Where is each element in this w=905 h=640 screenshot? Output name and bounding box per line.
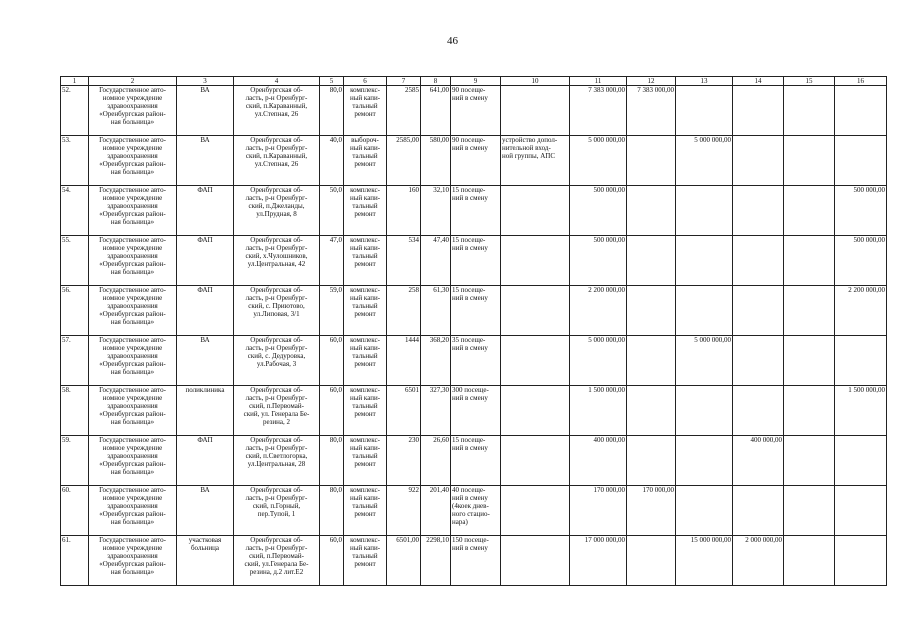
col10-cell xyxy=(501,486,570,536)
col15-amount-cell xyxy=(784,336,835,386)
work-type-cell: комплекс- ный капи- тальный ремонт xyxy=(344,286,387,336)
total-amount-cell: 5 000 000,00 xyxy=(570,336,627,386)
col16-amount-cell: 2 200 000,00 xyxy=(835,286,887,336)
col16-amount-cell: 1 500 000,00 xyxy=(835,386,887,436)
col12-amount-cell xyxy=(627,536,676,586)
col10-cell xyxy=(501,86,570,136)
table-row xyxy=(61,486,887,536)
organization-cell: Государственное авто- номное учреждение здравоохранения «Оренбургская район- ная больница» xyxy=(89,286,177,336)
col12-amount-cell xyxy=(627,186,676,236)
organization-cell: Государственное авто- номное учреждение здравоохранения «Оренбургская район- ная больница» xyxy=(89,86,177,136)
col7-cell: 2585 xyxy=(387,86,421,136)
col15-amount-cell xyxy=(784,536,835,586)
facility-type-cell: поликлиника xyxy=(177,386,234,436)
capacity-cell: 15 посеще- ний в смену xyxy=(451,236,501,286)
total-amount-cell: 5 000 000,00 xyxy=(570,136,627,186)
col15-amount-cell xyxy=(784,186,835,236)
facility-type-cell: ВА xyxy=(177,86,234,136)
col12-amount-cell xyxy=(627,286,676,336)
work-type-cell: комплекс- ный капи- тальный ремонт xyxy=(344,86,387,136)
table-row xyxy=(61,436,887,486)
organization-cell: Государственное авто- номное учреждение здравоохранения «Оренбургская район- ная больница» xyxy=(89,436,177,486)
col14-amount-cell xyxy=(733,386,784,436)
organization-cell: Государственное авто- номное учреждение здравоохранения «Оренбургская район- ная больница» xyxy=(89,486,177,536)
column-number-row xyxy=(61,77,887,86)
capacity-cell: 150 посеще- ний в смену xyxy=(451,536,501,586)
col15-amount-cell xyxy=(784,136,835,186)
col7-cell: 534 xyxy=(387,236,421,286)
capacity-cell: 15 посеще- ний в смену xyxy=(451,186,501,236)
col7-cell: 258 xyxy=(387,286,421,336)
work-type-cell: комплекс- ный капи- тальный ремонт xyxy=(344,236,387,286)
col8-cell: 26,60 xyxy=(421,436,451,486)
column-number-12: 12 xyxy=(627,77,676,86)
total-amount-cell: 7 383 000,00 xyxy=(570,86,627,136)
facility-type-cell: ФАП xyxy=(177,436,234,486)
address-cell: Оренбургская об- ласть, р-н Оренбург- ский, п.Светлогорка, ул.Центральная, 28 xyxy=(234,436,320,486)
col7-cell: 230 xyxy=(387,436,421,486)
column-number-15: 15 xyxy=(784,77,835,86)
column-number-7: 7 xyxy=(387,77,421,86)
col8-cell: 47,40 xyxy=(421,236,451,286)
capacity-cell: 90 посеще- ний в смену xyxy=(451,136,501,186)
table-row xyxy=(61,236,887,286)
col16-amount-cell xyxy=(835,436,887,486)
col8-cell: 2298,10 xyxy=(421,536,451,586)
col14-amount-cell: 2 000 000,00 xyxy=(733,536,784,586)
row-number: 58. xyxy=(61,386,89,436)
col8-cell: 201,40 xyxy=(421,486,451,536)
col10-cell xyxy=(501,386,570,436)
organization-cell: Государственное авто- номное учреждение здравоохранения «Оренбургская район- ная больница» xyxy=(89,236,177,286)
col7-cell: 2585,00 xyxy=(387,136,421,186)
col13-amount-cell xyxy=(676,86,733,136)
col15-amount-cell xyxy=(784,486,835,536)
address-cell: Оренбургская об- ласть, р-н Оренбург- ский, п.Джеланды, ул.Прудная, 8 xyxy=(234,186,320,236)
col13-amount-cell xyxy=(676,186,733,236)
table-row xyxy=(61,286,887,336)
capacity-cell: 35 посеще- ний в смену xyxy=(451,336,501,386)
col14-amount-cell: 400 000,00 xyxy=(733,436,784,486)
row-number: 59. xyxy=(61,436,89,486)
organization-cell: Государственное авто- номное учреждение здравоохранения «Оренбургская район- ная больница» xyxy=(89,536,177,586)
row-number: 57. xyxy=(61,336,89,386)
facility-type-cell: ВА xyxy=(177,136,234,186)
col12-amount-cell xyxy=(627,236,676,286)
address-cell: Оренбургская об- ласть, р-н Оренбург- ский, х.Чулошников, ул.Центральная, 42 xyxy=(234,236,320,286)
col14-amount-cell xyxy=(733,336,784,386)
work-type-cell: комплекс- ный капи- тальный ремонт xyxy=(344,386,387,436)
col8-cell: 61,30 xyxy=(421,286,451,336)
col16-amount-cell: 500 000,00 xyxy=(835,186,887,236)
col8-cell: 327,30 xyxy=(421,386,451,436)
col13-amount-cell xyxy=(676,436,733,486)
col5-cell: 80,0 xyxy=(320,436,344,486)
table-row xyxy=(61,136,887,186)
col5-cell: 60,0 xyxy=(320,386,344,436)
col7-cell: 6501 xyxy=(387,386,421,436)
col16-amount-cell xyxy=(835,136,887,186)
col13-amount-cell xyxy=(676,486,733,536)
column-number-3: 3 xyxy=(177,77,234,86)
organization-cell: Государственное авто- номное учреждение здравоохранения «Оренбургская район- ная больница» xyxy=(89,186,177,236)
work-type-cell: комплекс- ный капи- тальный ремонт xyxy=(344,186,387,236)
col5-cell: 60,0 xyxy=(320,536,344,586)
work-type-cell: комплекс- ный капи- тальный ремонт xyxy=(344,486,387,536)
col5-cell: 40,0 xyxy=(320,136,344,186)
col16-amount-cell xyxy=(835,536,887,586)
col14-amount-cell xyxy=(733,186,784,236)
column-number-13: 13 xyxy=(676,77,733,86)
work-type-cell: комплекс- ный капи- тальный ремонт xyxy=(344,436,387,486)
table-row xyxy=(61,336,887,386)
col10-cell xyxy=(501,236,570,286)
col5-cell: 47,0 xyxy=(320,236,344,286)
col10-cell xyxy=(501,436,570,486)
col13-amount-cell: 5 000 000,00 xyxy=(676,136,733,186)
col14-amount-cell xyxy=(733,136,784,186)
column-number-10: 10 xyxy=(501,77,570,86)
col10-cell xyxy=(501,286,570,336)
address-cell: Оренбургская об- ласть, р-н Оренбург- ский, п.Караванный, ул.Степная, 26 xyxy=(234,86,320,136)
col8-cell: 32,10 xyxy=(421,186,451,236)
table-row xyxy=(61,86,887,136)
facility-type-cell: ВА xyxy=(177,486,234,536)
col5-cell: 59,0 xyxy=(320,286,344,336)
facility-type-cell: ФАП xyxy=(177,236,234,286)
col5-cell: 80,0 xyxy=(320,486,344,536)
col15-amount-cell xyxy=(784,86,835,136)
address-cell: Оренбургская об- ласть, р-н Оренбург- ский, с. Дедуровка, ул.Рабочая, 3 xyxy=(234,336,320,386)
col14-amount-cell xyxy=(733,86,784,136)
work-type-cell: комплекс- ный капи- тальный ремонт xyxy=(344,336,387,386)
col16-amount-cell: 500 000,00 xyxy=(835,236,887,286)
col7-cell: 922 xyxy=(387,486,421,536)
capacity-cell: 40 посеще- ний в смену (4коек днев- ного стацио- нара) xyxy=(451,486,501,536)
total-amount-cell: 1 500 000,00 xyxy=(570,386,627,436)
page-number: 46 xyxy=(447,35,458,47)
address-cell: Оренбургская об- ласть, р-н Оренбург- ский, п.Горный, пер.Тупой, 1 xyxy=(234,486,320,536)
col8-cell: 368,20 xyxy=(421,336,451,386)
total-amount-cell: 500 000,00 xyxy=(570,186,627,236)
col12-amount-cell xyxy=(627,136,676,186)
col16-amount-cell xyxy=(835,86,887,136)
organization-cell: Государственное авто- номное учреждение здравоохранения «Оренбургская район- ная больница» xyxy=(89,136,177,186)
total-amount-cell: 17 000 000,00 xyxy=(570,536,627,586)
column-number-4: 4 xyxy=(234,77,320,86)
row-number: 60. xyxy=(61,486,89,536)
col8-cell: 580,00 xyxy=(421,136,451,186)
total-amount-cell: 500 000,00 xyxy=(570,236,627,286)
col14-amount-cell xyxy=(733,236,784,286)
col14-amount-cell xyxy=(733,286,784,336)
address-cell: Оренбургская об- ласть, р-н Оренбург- ский, п.Первомай- ский, ул. Генерала Бе- резина, 2 xyxy=(234,386,320,436)
col10-cell xyxy=(501,536,570,586)
row-number: 54. xyxy=(61,186,89,236)
column-number-14: 14 xyxy=(733,77,784,86)
col5-cell: 80,0 xyxy=(320,86,344,136)
address-cell: Оренбургская об- ласть, р-н Оренбург- ский, п.Караванный, ул.Степная, 26 xyxy=(234,136,320,186)
facility-type-cell: ФАП xyxy=(177,286,234,336)
capacity-cell: 300 посеще- ний в смену xyxy=(451,386,501,436)
capital-repair-table xyxy=(60,76,887,586)
col14-amount-cell xyxy=(733,486,784,536)
col12-amount-cell: 170 000,00 xyxy=(627,486,676,536)
address-cell: Оренбургская об- ласть, р-н Оренбург- ский, п.Первомай- ский, ул.Генерала Бе- резина, д.2 лит.Е2 xyxy=(234,536,320,586)
table-row xyxy=(61,536,887,586)
column-number-5: 5 xyxy=(320,77,344,86)
row-number: 52. xyxy=(61,86,89,136)
total-amount-cell: 2 200 000,00 xyxy=(570,286,627,336)
capacity-cell: 15 посеще- ний в смену xyxy=(451,286,501,336)
column-number-8: 8 xyxy=(421,77,451,86)
total-amount-cell: 170 000,00 xyxy=(570,486,627,536)
capacity-cell: 90 посеще- ний в смену xyxy=(451,86,501,136)
column-number-2: 2 xyxy=(89,77,177,86)
work-type-cell: выбороч- ный капи- тальный ремонт xyxy=(344,136,387,186)
col10-cell xyxy=(501,336,570,386)
column-number-1: 1 xyxy=(61,77,89,86)
col12-amount-cell: 7 383 000,00 xyxy=(627,86,676,136)
col16-amount-cell xyxy=(835,486,887,536)
work-type-cell: комплекс- ный капи- тальный ремонт xyxy=(344,536,387,586)
col7-cell: 160 xyxy=(387,186,421,236)
organization-cell: Государственное авто- номное учреждение здравоохранения «Оренбургская район- ная больница» xyxy=(89,386,177,436)
address-cell: Оренбургская об- ласть, р-н Оренбург- ский, с. Приютово, ул.Липовая, 3/1 xyxy=(234,286,320,336)
facility-type-cell: ВА xyxy=(177,336,234,386)
table-row xyxy=(61,186,887,236)
column-number-16: 16 xyxy=(835,77,887,86)
col12-amount-cell xyxy=(627,436,676,486)
col7-cell: 6501,00 xyxy=(387,536,421,586)
facility-type-cell: ФАП xyxy=(177,186,234,236)
table-row xyxy=(61,386,887,436)
col10-cell: устройство допол- нительной вход- ной группы, АПС xyxy=(501,136,570,186)
col13-amount-cell xyxy=(676,236,733,286)
col13-amount-cell xyxy=(676,386,733,436)
col13-amount-cell xyxy=(676,286,733,336)
col12-amount-cell xyxy=(627,386,676,436)
col15-amount-cell xyxy=(784,286,835,336)
column-number-9: 9 xyxy=(451,77,501,86)
row-number: 53. xyxy=(61,136,89,186)
col5-cell: 50,0 xyxy=(320,186,344,236)
capacity-cell: 15 посеще- ний в смену xyxy=(451,436,501,486)
row-number: 56. xyxy=(61,286,89,336)
organization-cell: Государственное авто- номное учреждение здравоохранения «Оренбургская район- ная больница» xyxy=(89,336,177,386)
col15-amount-cell xyxy=(784,386,835,436)
column-number-6: 6 xyxy=(344,77,387,86)
col7-cell: 1444 xyxy=(387,336,421,386)
col12-amount-cell xyxy=(627,336,676,386)
col5-cell: 60,0 xyxy=(320,336,344,386)
col8-cell: 641,00 xyxy=(421,86,451,136)
col13-amount-cell: 5 000 000,00 xyxy=(676,336,733,386)
total-amount-cell: 400 000,00 xyxy=(570,436,627,486)
col15-amount-cell xyxy=(784,236,835,286)
column-number-11: 11 xyxy=(570,77,627,86)
col15-amount-cell xyxy=(784,436,835,486)
col16-amount-cell xyxy=(835,336,887,386)
row-number: 61. xyxy=(61,536,89,586)
row-number: 55. xyxy=(61,236,89,286)
col13-amount-cell: 15 000 000,00 xyxy=(676,536,733,586)
facility-type-cell: участковая больница xyxy=(177,536,234,586)
col10-cell xyxy=(501,186,570,236)
